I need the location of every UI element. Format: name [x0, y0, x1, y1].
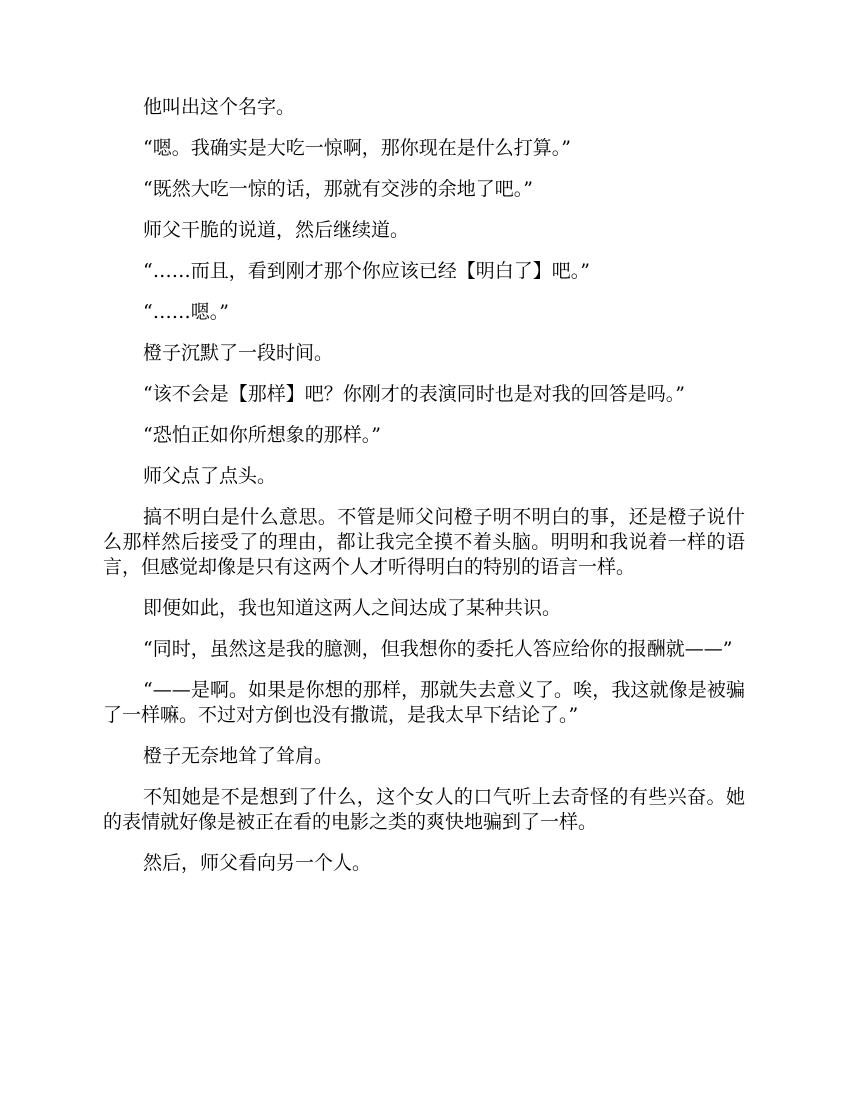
paragraph: “……而且，看到刚才那个你应该已经【明白了】吧。”	[143, 260, 590, 282]
paragraph: 师父点了点头。	[143, 465, 277, 487]
paragraph: 他叫出这个名字。	[143, 96, 296, 118]
paragraph: “……嗯。”	[143, 301, 229, 323]
paragraph: 然后，师父看向另一个人。	[143, 852, 372, 874]
paragraph: “嗯。我确实是大吃一惊啊，那你现在是什么打算。”	[143, 137, 571, 159]
paragraph: 橙子沉默了一段时间。	[143, 342, 334, 364]
paragraph: “同时，虽然这是我的臆测，但我想你的委托人答应给你的报酬就——”	[143, 638, 733, 660]
paragraph: 师父干脆的说道，然后继续道。	[143, 219, 410, 241]
document-page	[103, 95, 745, 892]
paragraph: 不知她是不是想到了什么，这个女人的口气听上去奇怪的有些兴奋。她的表情就好像是被正在看的电影之类的爽快地骗到了一样。	[103, 786, 745, 833]
paragraph: 橙子无奈地耸了耸肩。	[143, 745, 334, 767]
paragraph: “——是啊。如果是你想的那样，那就失去意义了。唉，我这就像是被骗了一样嘛。不过对方倒也没有撒谎，是我太早下结论了。”	[103, 679, 745, 726]
paragraph: 搞不明白是什么意思。不管是师父问橙子明不明白的事，还是橙子说什么那样然后接受了的理由，都让我完全摸不着头脑。明明和我说着一样的语言，但感觉却像是只有这两个人才听得明白的特别的语言一样。	[103, 506, 745, 578]
paragraph: “既然大吃一惊的话，那就有交涉的余地了吧。”	[143, 178, 533, 200]
paragraph: “恐怕正如你所想象的那样。”	[143, 424, 381, 446]
paragraph: 即便如此，我也知道这两人之间达成了某种共识。	[143, 597, 562, 619]
paragraph: “该不会是【那样】吧？你刚才的表演同时也是对我的回答是吗。”	[143, 383, 685, 405]
